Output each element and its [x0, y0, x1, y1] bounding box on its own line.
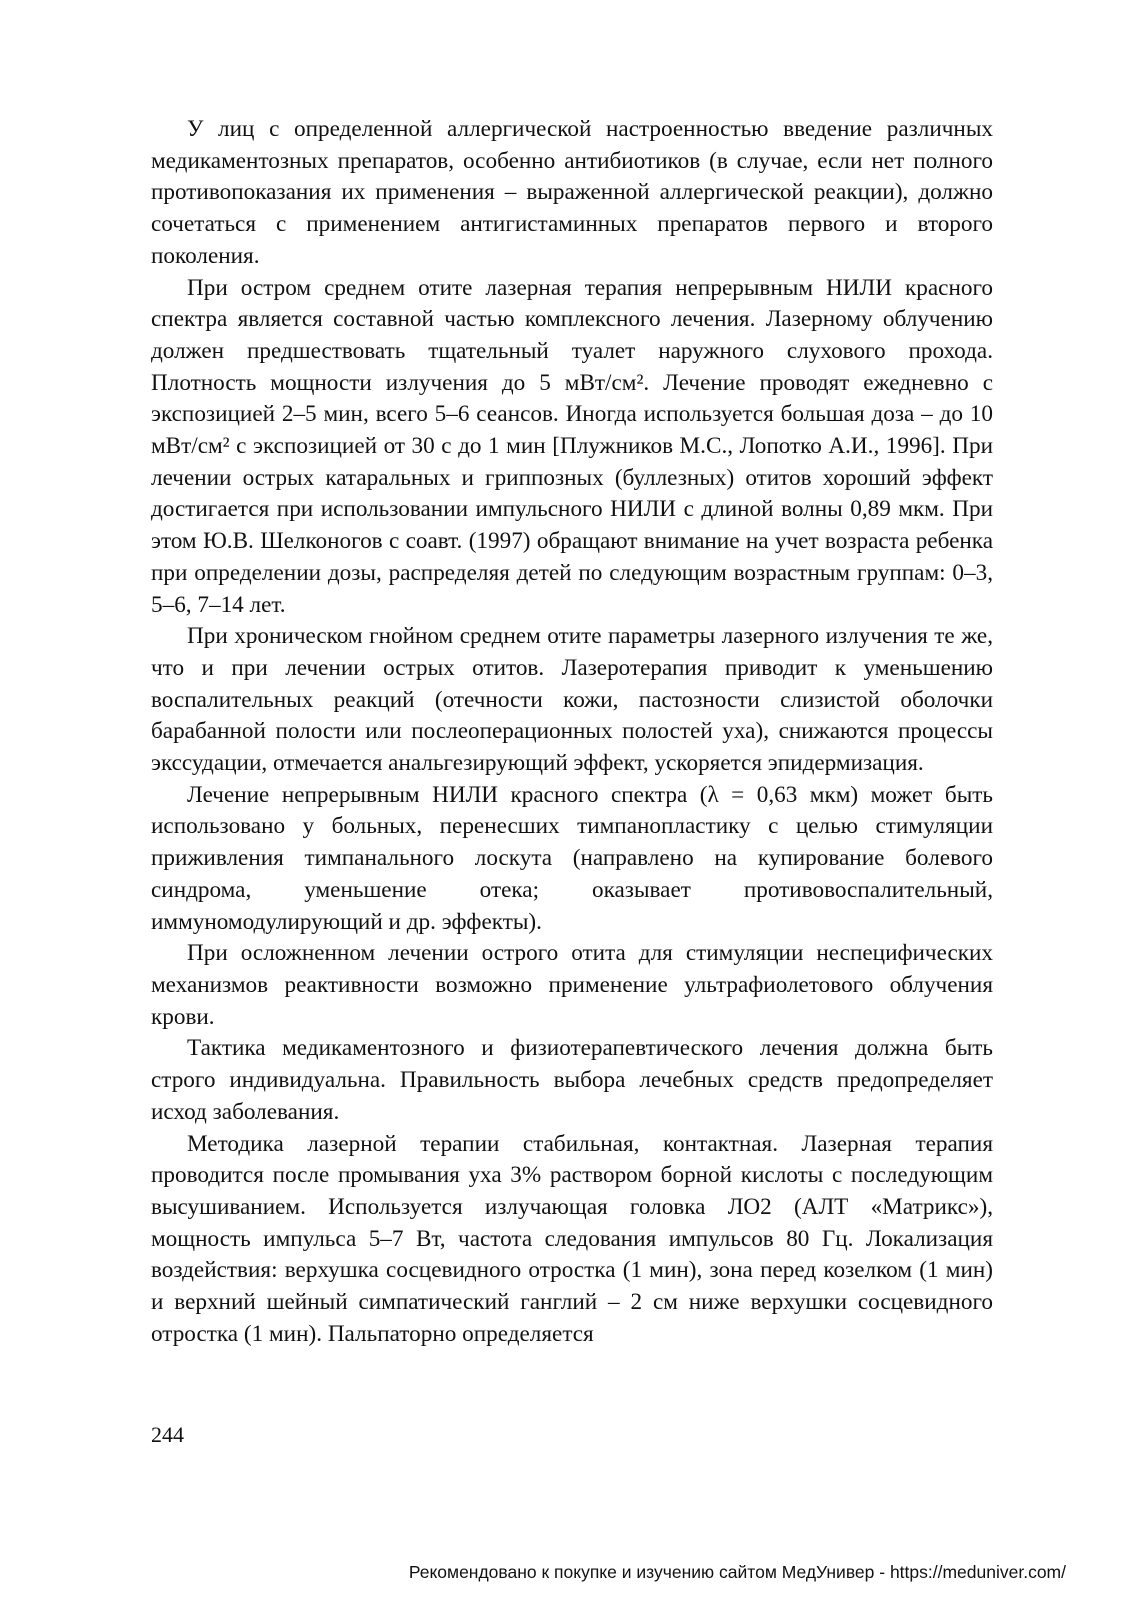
paragraph-complicated-otitis: При осложненном лечении острого отита для стимуляции неспецифических механизмов реактивности возможно применение ультрафиолетового облучения крови. — [151, 940, 993, 1030]
paragraph-acute-otitis: При остром среднем отите лазерная терапия непрерывным НИЛИ красного спектра является составной частью комплексного лечения. Лазерному облучению должен предшествовать тщательный туалет наружного слухового прохода. Плотность мощности излучения до 5 мВт/см². Лечение проводят ежедневно с экспозицией 2–5 мин, всего 5–6 сеансов. Иногда используется большая доза – до 10 мВт/см² с экспозицией от 30 с до 1 мин [Плужников М.С., Лопотко А.И., 1996]. При лечении острых катаральных и гриппозных (буллезных) отитов хороший эффект достигается при использовании импульсного НИЛИ с длиной волны 0,89 мкм. При этом Ю.В. Шелконогов с соавт. (1997) обращают внимание на учет возраста ребенка при определении дозы, распределяя детей по следующим возрастным группам: 0–3, 5–6, 7–14 лет. — [151, 274, 993, 618]
paragraph-allergy: У лиц с определенной аллергической настроенностью введение различных медикаментозных препаратов, особенно антибиотиков (в случае, если нет полного противопоказания их применения – выраженной аллергической реакции), должно сочетаться с применением антигистаминных препаратов первого и второго поколения. — [151, 116, 993, 269]
page-body — [151, 114, 993, 1350]
paragraph-tactics: Тактика медикаментозного и физиотерапевтического лечения должна быть строго индивидуальна. Правильность выбора лечебных средств предопределяет исход заболевания. — [151, 1035, 993, 1125]
paragraph-tympanoplasty: Лечение непрерывным НИЛИ красного спектра (λ = 0,63 мкм) может быть использовано у больных, перенесших тимпанопластику с целью стимуляции приживления тимпанального лоскута (направлено на купирование болевого синдрома, уменьшение отека; оказывает противовоспалительный, иммуномодулирующий и др. эффекты). — [151, 781, 993, 935]
footer-link-text[interactable]: Рекомендовано к покупке и изучению сайтом МедУнивер - https://meduniver.com/ — [408, 1562, 1066, 1582]
paragraph-method: Методика лазерной терапии стабильная, контактная. Лазерная терапия проводится после промывания уха 3% раствором борной кислоты с последующим высушиванием. Используется излучающая головка ЛО2 (АЛТ «Матрикс»), мощность импульса 5–7 Вт, частота следования импульсов 80 Гц. Локализация воздействия: верхушка сосцевидного отростка (1 мин), зона перед козелком (1 мин) и верхний шейный симпатический ганглий – 2 см ниже верхушки сосцевидного отростка (1 мин). Пальпаторно определяется — [151, 1130, 993, 1347]
page-number: 244 — [151, 1422, 184, 1447]
paragraph-chronic-otitis: При хроническом гнойном среднем отите параметры лазерного излучения те же, что и при лечении острых отитов. Лазеротерапия приводит к уменьшению воспалительных реакций (отечности кожи, пастозности слизистой оболочки барабанной полости или послеоперационных полостей уха), снижаются процессы экссудации, отмечается анальгезирующий эффект, ускоряется эпидермизация. — [151, 623, 993, 777]
